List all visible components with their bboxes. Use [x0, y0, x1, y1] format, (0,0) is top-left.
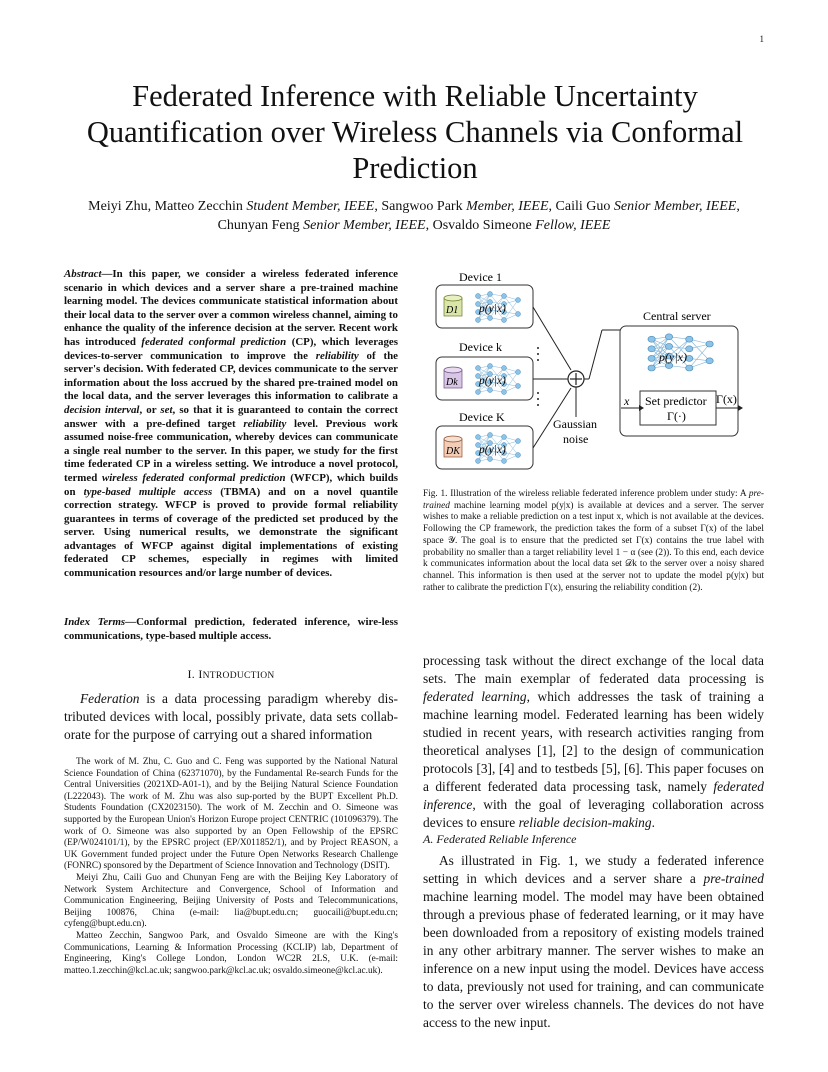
- figure-1-diagram: [425, 262, 770, 480]
- svg-text:p(y|x): p(y|x): [479, 375, 506, 387]
- page-number: 1: [759, 34, 764, 44]
- section-heading-introduction: I. INTRODUCTION: [187, 667, 275, 681]
- subsection-paragraph: As illustrated in Fig. 1, we study a federated inference setting in which devices and a server share a pre-trained machine learning model. The model may have been obtained through a previous phase of federated learning, or it may have been downloaded from a repository of existing models trained in any other arbitrary manner. The server wishes to make an inference on a new input using the model. Devices have access to data, previously not used for training, and can communicate to the server over wireless channels. The devices do not have access to the new input.: [423, 853, 764, 1030]
- subsection-heading: A. Federated Reliable Inference: [423, 832, 577, 846]
- index-terms: Index Terms—Conformal prediction, federated inference, wire-less communications, type-based multiple access.: [64, 616, 398, 642]
- intro-paragraph: Federation is a data processing paradigm whereby dis-tributed devices with local, possibly private, data sets collab-orate for the purpose of carrying out a shared information: [64, 691, 398, 742]
- svg-text:p(y|x): p(y|x): [479, 303, 506, 315]
- input-x-label: x: [624, 394, 630, 408]
- svg-text:p(y|x): p(y|x): [479, 444, 506, 456]
- arxiv-id: [0, 335, 1, 715]
- svg-text:Dk: Dk: [446, 377, 458, 388]
- svg-text:D1: D1: [446, 305, 459, 316]
- device-K-label: Device K: [459, 410, 505, 424]
- device-k-label: Device k: [459, 340, 502, 354]
- footnote-funding: The work of M. Zhu, C. Guo and C. Feng was supported by the National Natural Science Foundation of China (62371070), by the Fundamental Re-search Funds for the Central Universities (2021XD-A01-1), and by the Beijing Natural Science Foundation (L222043). The work of M. Zhu was also sup-ported by the BUPT Excellent Ph.D. Students Foundation (CX2023150). The work of M. Zecchin and O. Simeone was supported by the European Union's Horizon Europe project CENTRIC (101096379). The work of O. Simeone was also supported by an Open Fellowship of the EPSRC (EP/W024101/1), by the EPSRC project (EP/X011852/1), and by Project REASON, a UK Government funded project under the Future Open Networks Research Challenge (FONRC) sponsored by the Department of Science Innovation and Technology (DSIT).: [64, 757, 398, 872]
- svg-text:Set predictor: Set predictor: [645, 394, 707, 408]
- footnote-kcl-affiliation: Matteo Zecchin, Sangwoo Park, and Osvaldo Simeone are with the King's Communications, Learning & Information Processing (KCLIP) lab, Department of Engineering, King's College London, London WC2R 2LS, U.K. (e-mail: matteo.1.zecchin@kcl.ac.uk; sangwoo.park@kcl.ac.uk; osvaldo.simeone@kcl.ac.uk).: [64, 930, 398, 976]
- device-1-label: Device 1: [459, 270, 502, 284]
- output-gamma-label: Γ(x): [716, 392, 737, 406]
- svg-text:p(y|x): p(y|x): [659, 350, 687, 364]
- database-icon: [444, 436, 462, 457]
- svg-text:DK: DK: [446, 446, 460, 457]
- footnote-bupt-affiliation: Meiyi Zhu, Caili Guo and Chunyan Feng are with the Beijing Key Laboratory of Network System Architecture and Convergence, School of Information and Communication Engineering, Beijing University of Posts and Telecommunications, Beijing 100876, China (e-mail: lia@bupt.edu.cn; guocaili@bupt.edu.cn; cyfeng@bupt.edu.cn).: [64, 872, 398, 930]
- intro-continuation: processing task without the direct exchange of the local data sets. The main exemplar of federated data processing is federated learning, which addresses the task of training a machine learning model. Federated learning has been widely studied in recent years, with research activities ranging from theoretical analyses [1], [2] to the design of communication protocols [3], [4] and to testbeds [5], [6]. This paper focuses on a different federated data processing task, namely federated inference, with the goal of leveraging collaboration across devices to ensure reliable decision-making.: [423, 653, 765, 830]
- paper-title: Federated Inference with Reliable Uncertainty Quantification over Wireless Channels via Conformal Prediction: [86, 79, 744, 185]
- author-list: Meiyi Zhu, Matteo Zecchin Student Member, IEEE, Sangwoo Park Member, IEEE, Caili Guo Senior Member, IEEE, Chunyan Feng Senior Member, IEEE, Osvaldo Simeone Fellow, IEEE: [88, 199, 740, 233]
- database-icon: [444, 367, 462, 388]
- ellipsis-dots: [537, 347, 539, 406]
- figure-1-caption: Fig. 1. Illustration of the wireless reliable federated inference problem under study: A pre-trained machine learning model p(y|x) is available at devices and a server. The server wishes to make a reliable prediction on a test input x, which is not available at the devices. Following the CP framework, the prediction takes the form of a subset Γ(x) of the label space 𝒴. The goal is to ensure that the predicted set Γ(x) contains the true label with probability no smaller than a target reliability level 1 − α (see (2)). To this end, each device k communicates information about the local data set 𝒟k to the server over a noisy shared channel. This information is then used at the server not to update the model p(y|x) but rather to calibrate the prediction Γ(x), ensuring the reliability condition (2).: [423, 489, 764, 593]
- database-icon: [444, 295, 462, 316]
- abstract-heading: Abstract: [64, 268, 102, 280]
- index-terms-heading: Index Terms: [64, 616, 126, 628]
- svg-text:Γ(·): Γ(·): [667, 409, 686, 423]
- footnotes: [64, 757, 398, 977]
- gaussian-noise-label: Gaussian: [553, 417, 597, 431]
- central-server-label: Central server: [643, 309, 711, 323]
- svg-text:noise: noise: [563, 432, 589, 446]
- abstract: Abstract—In this paper, we consider a wireless federated inference scenario in which devices and a server share a pre-trained machine learning model. The devices communicate statistical information about their local data to the server over a common wireless channel, aiming to enhance the quality of the inference decision at the server. Recent work has introduced federated conformal prediction (CP), which leverages devices-to-server communication to improve the reliability of the server's decision. With federated CP, devices communicate to the server information about the loss accrued by the shared pre-trained model on the local data, and the server leverages this information to calibrate a decision interval, or set, so that it is guaranteed to contain the correct answer with a pre-defined target reliability level. Previous work assumed noise-free communication, whereby devices can communicate a single real number to the server. In this paper, we study for the first time federated CP in a wireless setting. We introduce a novel protocol, termed wireless federated conformal prediction (WFCP), which builds on type-based multiple access (TBMA) and on a novel quantile correction strategy. WFCP is proved to provide formal reliability guarantees in terms of coverage of the predicted set produced by the server. Using numerical results, we demonstrate the significant advantages of WFCP against digital implementations of existing federated CP schemes, especially in regimes with limited communication resources and/or large number of devices.: [64, 268, 399, 580]
- adder-icon: [568, 371, 584, 387]
